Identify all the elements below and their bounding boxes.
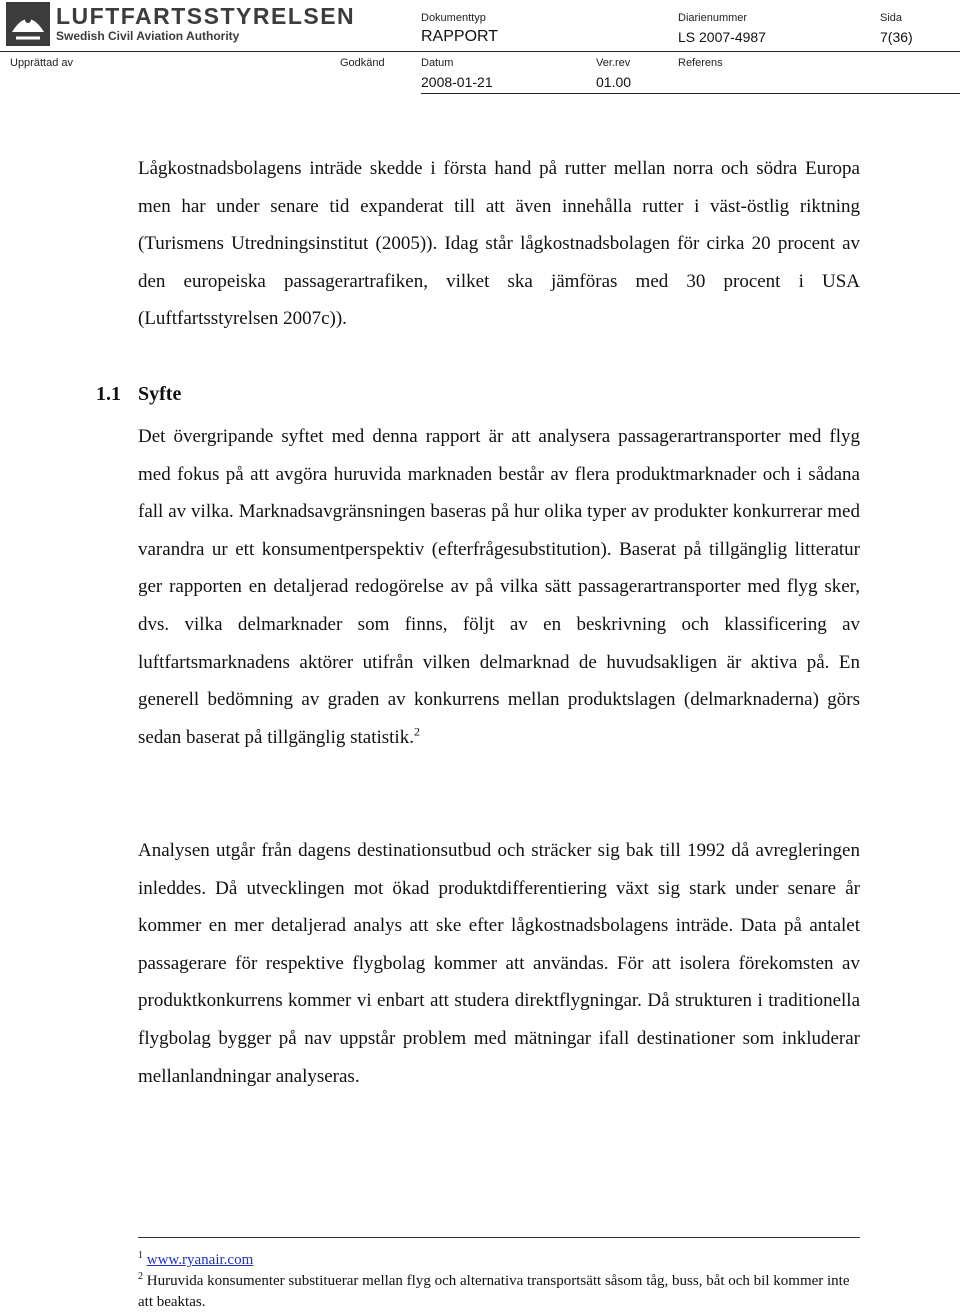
reg-no-label: Diarienummer bbox=[678, 12, 748, 24]
doc-type-label: Dokumenttyp bbox=[421, 12, 486, 24]
footnote-divider bbox=[138, 1237, 860, 1238]
revision-value: 01.00 bbox=[596, 74, 632, 90]
date-value: 2008-01-21 bbox=[421, 74, 493, 90]
paragraph-analysis: Analysen utgår från dagens destinationsutbud och sträcker sig bak till 1992 då avregleringen inleddes. Då utvecklingen mot ökad produktdifferentiering växt sig stark under senare år kommer en mer detaljerad analys att ske efter lågkostnadsbolagens inträde. Data på antalet passagerare för respektive flygbolag kommer att användas. För att isolera förekomsten av produktkonkurrens kommer vi enbart att studera direktflygningar. Då strukturen i traditionella flygbolag bygger på nav uppstår problem med mätningar ifall destinationer som inkluderar mellanlandningar analyseras. bbox=[138, 840, 860, 1087]
reg-no-value: LS 2007-4987 bbox=[678, 29, 766, 45]
paragraph-purpose-text: Det övergripande syftet med denna rapport är att analysera passagerartransporter med flyg med fokus på att avgöra huruvida marknaden består av flera produktmarknader och i sådana fall av vilka. Marknadsavgränsningen baseras på hur olika typer av produkter konkurrerar med varandra ur ett konsumentperspektiv (efterfrågesubstitution). Baserat på tillgänglig litteratur ger rapporten en detaljerad redogörelse av på vilka sätt passagerartransporter med flyg sker, dvs. vilka delmarknader som finns, följt av en beskrivning och klassificering av luftfartsmarknadens aktörer utifrån vilken delmarknad de huvudsakligen är aktiva på. En generell bedömning av graden av konkurrens mellan produktslagen (delmarknaderna) görs sedan baserat på tillgänglig statistik. bbox=[138, 426, 860, 748]
footnote-2-text: Huruvida konsumenter substituerar mellan flyg och alternativa transportsätt såsom tåg, buss, båt och bil kommer inte att beaktas. bbox=[138, 1273, 850, 1310]
header-divider-bottom bbox=[421, 93, 960, 94]
section-number: 1.1 bbox=[96, 383, 121, 405]
org-logo bbox=[6, 2, 376, 46]
footnote-1-link[interactable]: www.ryanair.com bbox=[146, 1252, 254, 1268]
footnote-2-number: 2 bbox=[138, 1271, 143, 1282]
crown-emblem-icon bbox=[6, 2, 50, 46]
footnote-ref-2[interactable]: 2 bbox=[413, 724, 420, 739]
footnote-2 bbox=[138, 1266, 862, 1313]
revision-label: Ver.rev bbox=[596, 57, 631, 69]
prepared-by-label: Upprättad av bbox=[10, 57, 73, 69]
page-label: Sida bbox=[880, 12, 903, 24]
paragraph-purpose bbox=[138, 418, 860, 756]
doc-type-value: RAPPORT bbox=[421, 28, 499, 45]
page-number: 7(36) bbox=[880, 29, 913, 45]
paragraph-intro: Lågkostnadsbolagens inträde skedde i första hand på rutter mellan norra och södra Europa men har under senare tid expanderat till att även innehålla rutter i väst-östlig riktning (Turismens Utredningsinstitut (2005)). Idag står lågkostnadsbolagen för cirka 20 procent av den europeiska passagerartrafiken, vilket ska jämföras med 30 procent i USA (Luftfartsstyrelsen 2007c)). bbox=[138, 158, 860, 330]
header-divider-top bbox=[0, 51, 960, 52]
date-label: Datum bbox=[421, 57, 454, 69]
org-name: LUFTFARTSSTYRELSEN bbox=[56, 3, 356, 29]
reference-label: Referens bbox=[678, 57, 723, 69]
section-title: Syfte bbox=[138, 383, 182, 405]
org-subtitle: Swedish Civil Aviation Authority bbox=[56, 29, 240, 43]
approved-label: Godkänd bbox=[340, 57, 385, 69]
footnote-1-number: 1 bbox=[138, 1250, 143, 1261]
